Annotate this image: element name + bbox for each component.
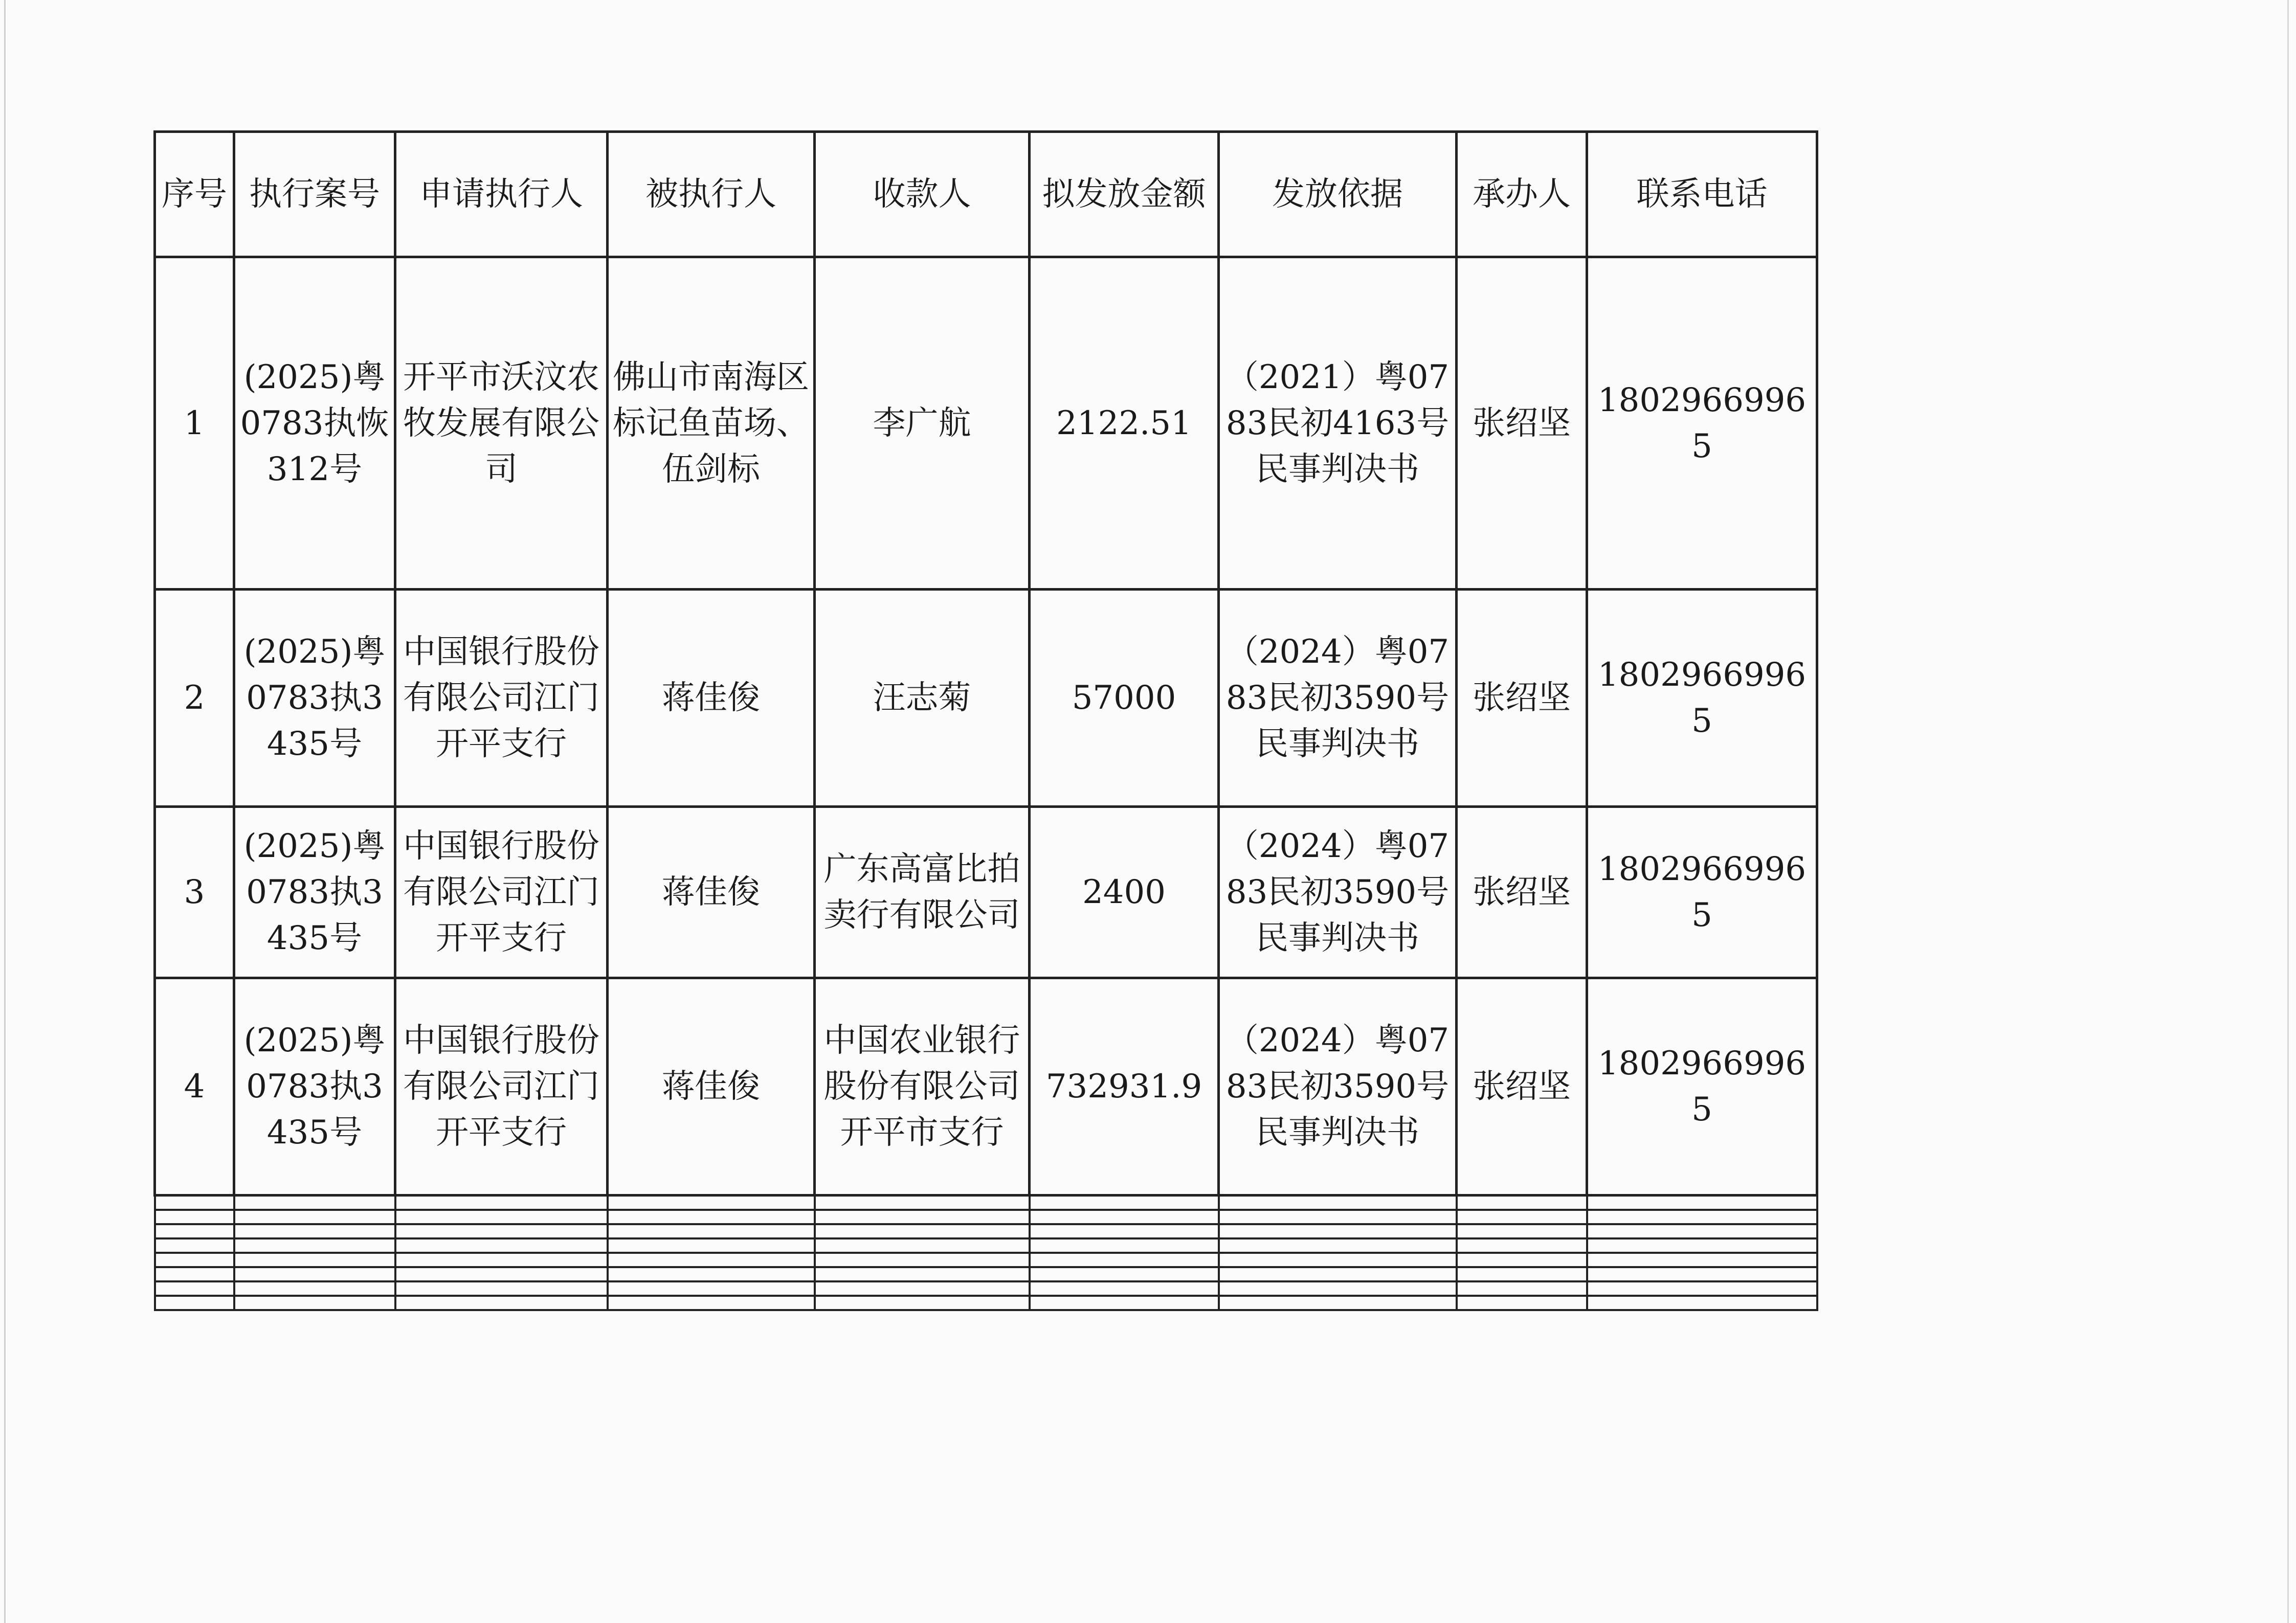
table-row	[155, 257, 1817, 590]
table-header-row	[155, 132, 1817, 257]
cell-payee: 中国农业银行股份有限公司开平市支行	[815, 978, 1030, 1196]
cell-payee: 汪志菊	[815, 590, 1030, 807]
cell-case-no: (2025)粤0783执恢312号	[234, 257, 395, 590]
empty-row	[155, 1210, 1817, 1224]
header-cell-basis: 发放依据	[1219, 132, 1457, 257]
cell-phone: 18029669965	[1587, 590, 1817, 807]
empty-row	[155, 1253, 1817, 1267]
cell-phone: 18029669965	[1587, 978, 1817, 1196]
cell-respondent: 佛山市南海区标记鱼苗场、伍剑标	[608, 257, 815, 590]
cell-applicant: 中国银行股份有限公司江门开平支行	[395, 807, 608, 978]
cell-applicant: 开平市沃汶农牧发展有限公司	[395, 257, 608, 590]
cell-case-no: (2025)粤0783执3435号	[234, 978, 395, 1196]
cell-amount: 57000	[1030, 590, 1219, 807]
empty-row	[155, 1267, 1817, 1281]
cell-respondent: 蒋佳俊	[608, 978, 815, 1196]
cell-no: 2	[155, 590, 234, 807]
cell-case-no: (2025)粤0783执3435号	[234, 590, 395, 807]
cell-applicant: 中国银行股份有限公司江门开平支行	[395, 978, 608, 1196]
cell-handler: 张绍坚	[1457, 590, 1587, 807]
empty-row	[155, 1281, 1817, 1296]
scan-edge-left	[4, 0, 6, 1623]
header-cell-phone: 联系电话	[1587, 132, 1817, 257]
cell-applicant: 中国银行股份有限公司江门开平支行	[395, 590, 608, 807]
empty-row	[155, 1238, 1817, 1253]
cell-respondent: 蒋佳俊	[608, 590, 815, 807]
table-row	[155, 978, 1817, 1196]
cell-handler: 张绍坚	[1457, 257, 1587, 590]
cell-respondent: 蒋佳俊	[608, 807, 815, 978]
table-row	[155, 590, 1817, 807]
scan-edge-right	[2287, 0, 2289, 1623]
cell-amount: 732931.9	[1030, 978, 1219, 1196]
header-cell-case-no: 执行案号	[234, 132, 395, 257]
cell-basis: （2021）粤0783民初4163号民事判决书	[1219, 257, 1457, 590]
header-cell-no: 序号	[155, 132, 234, 257]
header-cell-payee: 收款人	[815, 132, 1030, 257]
table-row	[155, 807, 1817, 978]
empty-row	[155, 1224, 1817, 1238]
cell-amount: 2122.51	[1030, 257, 1219, 590]
header-cell-handler: 承办人	[1457, 132, 1587, 257]
cell-phone: 18029669965	[1587, 807, 1817, 978]
cell-handler: 张绍坚	[1457, 807, 1587, 978]
cell-phone: 18029669965	[1587, 257, 1817, 590]
cell-amount: 2400	[1030, 807, 1219, 978]
empty-row	[155, 1296, 1817, 1310]
cell-basis: （2024）粤0783民初3590号民事判决书	[1219, 978, 1457, 1196]
cell-basis: （2024）粤0783民初3590号民事判决书	[1219, 590, 1457, 807]
header-cell-amount: 拟发放金额	[1030, 132, 1219, 257]
cell-payee: 李广航	[815, 257, 1030, 590]
cell-basis: （2024）粤0783民初3590号民事判决书	[1219, 807, 1457, 978]
cell-handler: 张绍坚	[1457, 978, 1587, 1196]
cell-payee: 广东高富比拍卖行有限公司	[815, 807, 1030, 978]
header-cell-respondent: 被执行人	[608, 132, 815, 257]
header-cell-applicant: 申请执行人	[395, 132, 608, 257]
empty-row	[155, 1196, 1817, 1210]
cell-no: 1	[155, 257, 234, 590]
cell-case-no: (2025)粤0783执3435号	[234, 807, 395, 978]
disbursement-table	[153, 130, 1818, 1311]
cell-no: 4	[155, 978, 234, 1196]
cell-no: 3	[155, 807, 234, 978]
